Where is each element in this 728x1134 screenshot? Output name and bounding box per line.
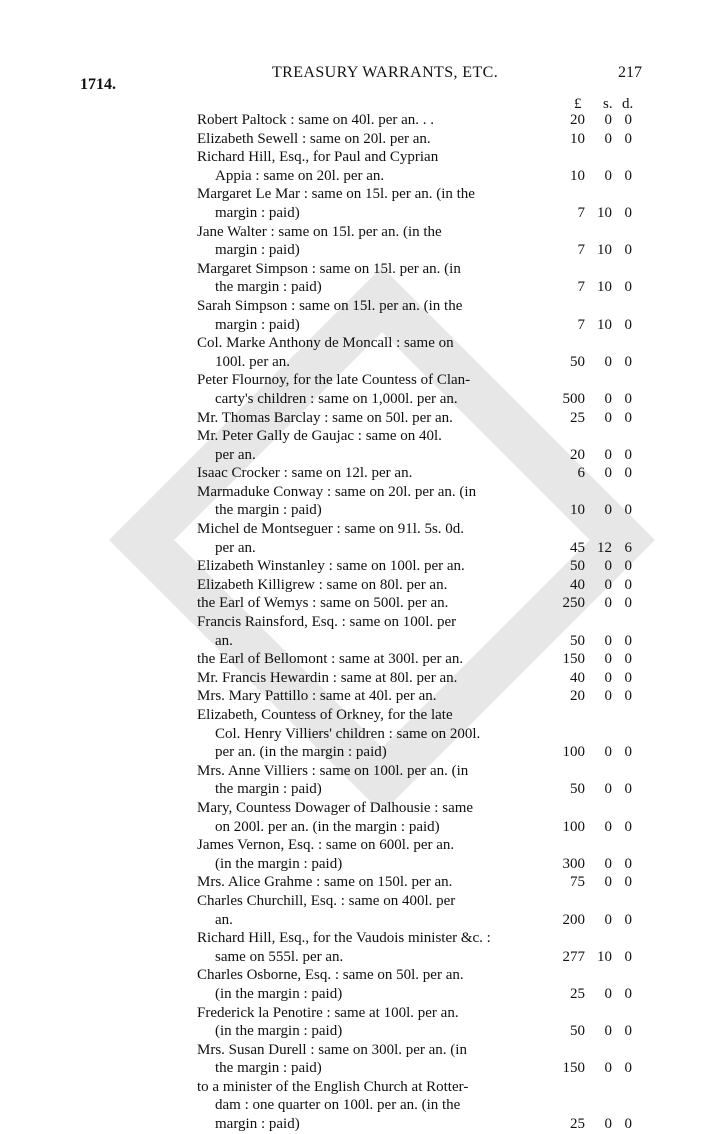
entry-text: Mr. Peter Gally de Gaujac : same on 40l.: [197, 428, 442, 445]
amount-shillings: 0: [604, 855, 612, 872]
entry-text: Mrs. Susan Durell : same on 300l. per an. (in: [197, 1041, 467, 1058]
warrant-entry: [197, 130, 647, 149]
amount-pounds: 7: [577, 204, 585, 221]
amount-pence: 0: [624, 669, 632, 686]
entry-amount: [535, 390, 632, 409]
amount-pounds: 25: [570, 985, 585, 1002]
entry-text: Mr. Francis Hewardin : same at 80l. per an.: [197, 669, 458, 686]
entry-amount: [535, 353, 632, 372]
amount-pounds: 10: [570, 502, 585, 519]
entry-text: Michel de Montseguer : same on 91l. 5s. 0d.: [197, 521, 465, 538]
amount-pence: 0: [624, 595, 632, 612]
amount-shillings: 10: [597, 242, 612, 259]
amount-shillings: 0: [604, 985, 612, 1002]
entry-text: Richard Hill, Esq., for the Vaudois minister &c. :: [197, 930, 491, 947]
entry-amount: [535, 743, 632, 762]
amount-shillings: 10: [597, 204, 612, 221]
amount-pounds: 40: [570, 669, 585, 686]
warrant-entry: [197, 223, 647, 260]
amount-pence: 0: [624, 632, 632, 649]
entry-amount: [535, 1059, 632, 1078]
entry-amount: [535, 948, 632, 967]
entry-text-continued: margin : paid): [215, 204, 300, 221]
amount-shillings: 0: [604, 130, 612, 147]
entry-amount: [535, 446, 632, 465]
entry-text-continued: margin : paid): [215, 242, 300, 259]
entry-amount: [535, 557, 632, 576]
amount-pounds: 10: [570, 130, 585, 147]
amount-shillings: 0: [604, 558, 612, 575]
amount-pounds: 20: [570, 112, 585, 128]
entry-amount: [535, 985, 632, 1004]
entry-text-continued: margin : paid): [215, 1116, 300, 1133]
amount-pounds: 40: [570, 576, 585, 593]
warrant-entry: [197, 464, 647, 483]
entry-amount: [535, 818, 632, 837]
entry-amount: [535, 316, 632, 335]
entry-text-continued: (in the margin : paid): [215, 855, 343, 872]
warrant-entry: [197, 799, 647, 836]
amount-pounds: 50: [570, 353, 585, 370]
entry-amount: [535, 204, 632, 223]
warrant-entry: [197, 706, 647, 762]
entry-amount: [535, 780, 632, 799]
amount-shillings: 10: [597, 316, 612, 333]
entry-text-continued: dam : one quarter on 100l. per an. (in the: [215, 1097, 461, 1114]
amount-pounds: 150: [562, 651, 585, 668]
warrant-entry: [197, 1041, 647, 1078]
amount-pence: 0: [624, 502, 632, 519]
warrant-entry: [197, 1004, 647, 1041]
entry-amount: [535, 130, 632, 149]
page-year: 1714.: [80, 76, 116, 93]
amount-shillings: 0: [604, 167, 612, 184]
entry-text: Frederick la Penotire : same at 100l. per an.: [197, 1004, 459, 1021]
amount-shillings: 0: [604, 1060, 612, 1077]
amount-shillings: 0: [604, 874, 612, 891]
amount-pence: 0: [624, 167, 632, 184]
amount-shillings: 12: [597, 539, 612, 556]
amount-pounds: 45: [570, 539, 585, 556]
amount-pence: 0: [624, 911, 632, 928]
entry-text-continued: on 200l. per an. (in the margin : paid): [215, 818, 440, 835]
warrant-entry: [197, 594, 647, 613]
amount-shillings: 0: [604, 781, 612, 798]
page-number: 217: [618, 64, 642, 81]
entry-text: Sarah Simpson : same on 15l. per an. (in the: [197, 297, 463, 314]
warrant-list: [197, 111, 647, 1134]
amount-pounds: 50: [570, 558, 585, 575]
entry-text-continued: per an.: [215, 446, 256, 463]
amount-pence: 0: [624, 558, 632, 575]
amount-shillings: 0: [604, 669, 612, 686]
amount-pounds: 75: [570, 874, 585, 891]
warrant-entry: [197, 687, 647, 706]
entry-text-continued: margin : paid): [215, 316, 300, 333]
running-title: TREASURY WARRANTS, ETC.: [272, 64, 499, 81]
pence-column-header: d.: [622, 96, 634, 112]
entry-text: Mrs. Anne Villiers : same on 100l. per an. (in: [197, 762, 469, 779]
entry-text: Elizabeth Winstanley : same on 100l. per an.: [197, 558, 465, 575]
amount-pence: 0: [624, 130, 632, 147]
amount-shillings: 0: [604, 112, 612, 128]
amount-pence: 6: [624, 539, 632, 556]
entry-text-continued: the margin : paid): [215, 502, 322, 519]
entry-text: Col. Marke Anthony de Moncall : same on: [197, 335, 454, 352]
entry-amount: [535, 278, 632, 297]
entry-text-continued: 100l. per an.: [215, 353, 290, 370]
amount-pounds: 7: [577, 242, 585, 259]
entry-text: Francis Rainsford, Esq. : same on 100l. per: [197, 614, 457, 631]
amount-pence: 0: [624, 688, 632, 705]
entry-amount: [535, 873, 632, 892]
entry-amount: [535, 576, 632, 595]
amount-pence: 0: [624, 1060, 632, 1077]
amount-pounds: 300: [562, 855, 585, 872]
warrant-entry: [197, 892, 647, 929]
warrant-entry: [197, 557, 647, 576]
entry-text: Isaac Crocker : same on 12l. per an.: [197, 465, 413, 482]
amount-pence: 0: [624, 112, 632, 128]
warrant-entry: [197, 297, 647, 334]
entry-text-continued: per an.: [215, 539, 256, 556]
amount-shillings: 10: [597, 948, 612, 965]
amount-pence: 0: [624, 465, 632, 482]
entry-amount: [535, 501, 632, 520]
amount-pounds: 25: [570, 1116, 585, 1133]
entry-text-continued: the margin : paid): [215, 1060, 322, 1077]
entry-text-continued: an.: [215, 632, 233, 649]
amount-shillings: 0: [604, 688, 612, 705]
warrant-entry: [197, 650, 647, 669]
entry-text: Mrs. Alice Grahme : same on 150l. per an.: [197, 874, 453, 891]
amount-pounds: 50: [570, 781, 585, 798]
amount-pounds: 7: [577, 316, 585, 333]
amount-shillings: 0: [604, 502, 612, 519]
entry-amount: [535, 632, 632, 651]
amount-shillings: 0: [604, 911, 612, 928]
entry-text: Mr. Thomas Barclay : same on 50l. per an.: [197, 409, 453, 426]
entry-text: Mrs. Mary Pattillo : same at 40l. per an.: [197, 688, 437, 705]
entry-amount: [535, 241, 632, 260]
amount-shillings: 0: [604, 446, 612, 463]
entry-text: Elizabeth, Countess of Orkney, for the late: [197, 707, 453, 723]
warrant-entry: [197, 576, 647, 595]
entry-amount: [535, 167, 632, 186]
entry-text: Richard Hill, Esq., for Paul and Cyprian: [197, 149, 439, 166]
entry-text: Elizabeth Sewell : same on 20l. per an.: [197, 130, 431, 147]
entry-text-continued: the margin : paid): [215, 781, 322, 798]
amount-shillings: 0: [604, 1023, 612, 1040]
amount-pounds: 10: [570, 167, 585, 184]
amount-pounds: 50: [570, 1023, 585, 1040]
amount-pounds: 20: [570, 446, 585, 463]
entry-text-continued: the margin : paid): [215, 279, 322, 296]
amount-pence: 0: [624, 242, 632, 259]
amount-pence: 0: [624, 353, 632, 370]
amount-pounds: 150: [562, 1060, 585, 1077]
entry-text-continued: same on 555l. per an.: [215, 948, 344, 965]
warrant-entry: [197, 483, 647, 520]
amount-pence: 0: [624, 409, 632, 426]
warrant-entry: [197, 873, 647, 892]
warrant-entry: [197, 148, 647, 185]
entry-amount: [535, 409, 632, 428]
amount-pounds: 277: [562, 948, 585, 965]
entry-text: Jane Walter : same on 15l. per an. (in the: [197, 223, 442, 240]
amount-pence: 0: [624, 204, 632, 221]
amount-shillings: 0: [604, 632, 612, 649]
entry-amount: [535, 911, 632, 930]
warrant-entry: [197, 409, 647, 428]
amount-pence: 0: [624, 576, 632, 593]
entry-text-continued: Appia : same on 20l. per an.: [215, 167, 385, 184]
entry-text: Charles Churchill, Esq. : same on 400l. per: [197, 892, 456, 909]
entry-text-continued: Col. Henry Villiers' children : same on 200l.: [215, 725, 481, 742]
entry-amount: [535, 1115, 632, 1134]
amount-pounds: 6: [577, 465, 585, 482]
entry-text: to a minister of the English Church at Rotter-: [197, 1078, 469, 1095]
entry-text-continued: per an. (in the margin : paid): [215, 744, 387, 761]
amount-shillings: 0: [604, 1116, 612, 1133]
entry-text: the Earl of Wemys : same on 500l. per an.: [197, 595, 449, 612]
entry-text: Charles Osborne, Esq. : same on 50l. per an.: [197, 967, 464, 984]
amount-shillings: 0: [604, 818, 612, 835]
warrant-entry: [197, 669, 647, 688]
amount-pence: 0: [624, 390, 632, 407]
amount-shillings: 0: [604, 353, 612, 370]
amount-pounds: 50: [570, 632, 585, 649]
amount-pence: 0: [624, 1023, 632, 1040]
amount-pounds: 200: [562, 911, 585, 928]
entry-text-continued: an.: [215, 911, 233, 928]
entry-amount: [535, 464, 632, 483]
warrant-entry: [197, 260, 647, 297]
warrant-entry: [197, 613, 647, 650]
amount-pence: 0: [624, 279, 632, 296]
amount-pence: 0: [624, 1116, 632, 1133]
warrant-entry: [197, 1078, 647, 1134]
amount-pounds: 7: [577, 279, 585, 296]
entry-amount: [535, 650, 632, 669]
warrant-entry: [197, 836, 647, 873]
amount-shillings: 0: [604, 576, 612, 593]
warrant-entry: [197, 427, 647, 464]
amount-pence: 0: [624, 855, 632, 872]
entry-amount: [535, 539, 632, 558]
entry-text: Robert Paltock : same on 40l. per an. . .: [197, 112, 435, 128]
entry-text-continued: (in the margin : paid): [215, 985, 343, 1002]
amount-shillings: 0: [604, 744, 612, 761]
amount-pence: 0: [624, 985, 632, 1002]
amount-pence: 0: [624, 651, 632, 668]
entry-text: Peter Flournoy, for the late Countess of Clan-: [197, 372, 471, 389]
entry-text-continued: (in the margin : paid): [215, 1023, 343, 1040]
amount-pence: 0: [624, 316, 632, 333]
amount-pence: 0: [624, 781, 632, 798]
entry-text-continued: carty's children : same on 1,000l. per an.: [215, 390, 458, 407]
amount-pounds: 100: [562, 744, 585, 761]
entry-text: Margaret Simpson : same on 15l. per an. (in: [197, 260, 461, 277]
entry-amount: [535, 855, 632, 874]
warrant-entry: [197, 520, 647, 557]
amount-shillings: 0: [604, 465, 612, 482]
amount-pounds: 20: [570, 688, 585, 705]
amount-shillings: 10: [597, 279, 612, 296]
amount-pounds: 250: [562, 595, 585, 612]
amount-pence: 0: [624, 948, 632, 965]
entry-amount: [535, 1022, 632, 1041]
amount-pence: 0: [624, 818, 632, 835]
amount-pence: 0: [624, 874, 632, 891]
entry-text: James Vernon, Esq. : same on 600l. per an.: [197, 837, 455, 854]
entry-amount: [535, 687, 632, 706]
entry-text: Margaret Le Mar : same on 15l. per an. (in the: [197, 186, 475, 203]
amount-pounds: 25: [570, 409, 585, 426]
entry-amount: [535, 669, 632, 688]
pounds-column-header: £: [574, 96, 582, 112]
entry-text: the Earl of Bellomont : same at 300l. per an.: [197, 651, 464, 668]
warrant-entry: [197, 966, 647, 1003]
entry-amount: [535, 111, 632, 130]
warrant-entry: [197, 111, 647, 130]
entry-text: Mary, Countess Dowager of Dalhousie : same: [197, 799, 474, 816]
entry-text: Elizabeth Killigrew : same on 80l. per an.: [197, 576, 448, 593]
warrant-entry: [197, 371, 647, 408]
amount-pounds: 500: [562, 390, 585, 407]
amount-pounds: 100: [562, 818, 585, 835]
amount-pence: 0: [624, 744, 632, 761]
entry-amount: [535, 594, 632, 613]
entry-text: Marmaduke Conway : same on 20l. per an. (in: [197, 483, 477, 500]
amount-shillings: 0: [604, 390, 612, 407]
amount-pence: 0: [624, 446, 632, 463]
amount-shillings: 0: [604, 651, 612, 668]
amount-shillings: 0: [604, 409, 612, 426]
amount-shillings: 0: [604, 595, 612, 612]
warrant-entry: [197, 185, 647, 222]
shillings-column-header: s.: [603, 96, 613, 112]
warrant-entry: [197, 334, 647, 371]
warrant-entry: [197, 929, 647, 966]
warrant-entry: [197, 762, 647, 799]
